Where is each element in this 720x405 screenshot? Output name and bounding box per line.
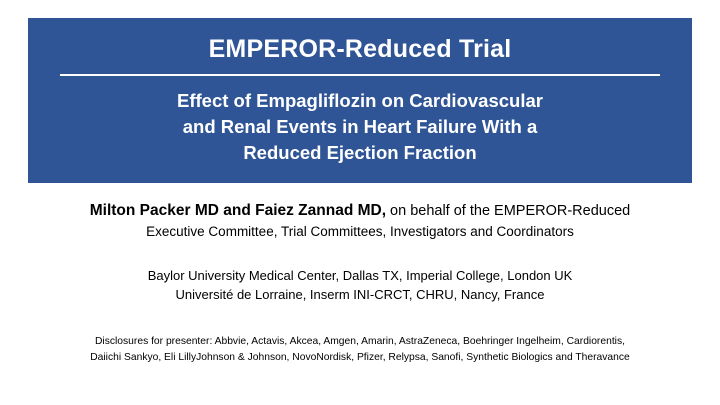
authors-line-2: Executive Committee, Trial Committees, Investigators and Coordinators: [146, 224, 574, 239]
disclosure-line-2: Daiichi Sankyo, Eli LillyJohnson & Johnson, NovoNordisk, Pfizer, Relypsa, Sanofi, Synthetic Biologics and Theravance: [90, 352, 630, 363]
subtitle-line-2: and Renal Events in Heart Failure With a: [182, 115, 538, 137]
author-names: Milton Packer MD and Faiez Zannad MD,: [89, 202, 387, 219]
disclosure-block: [34, 334, 686, 366]
affiliation-line-2: Université de Lorraine, Inserm INI-CRCT, CHRU, Nancy, France: [175, 287, 545, 302]
subtitle-line-3: Reduced Ejection Fraction: [243, 141, 477, 163]
authors-block: [28, 200, 692, 242]
title-divider: [60, 74, 660, 76]
title-banner: [28, 18, 692, 183]
slide-subtitle: [80, 88, 640, 166]
authors-line-1: [28, 200, 692, 222]
affiliation-line-1: Baylor University Medical Center, Dallas TX, Imperial College, London UK: [147, 268, 573, 283]
author-affiliation-suffix: on behalf of the EMPEROR-Reduced: [386, 203, 631, 219]
disclosure-line-1: Disclosures for presenter: Abbvie, Actavis, Akcea, Amgen, Amarin, AstraZeneca, Boehringer Ingelheim, Cardiorentis,: [95, 336, 625, 347]
subtitle-line-1: Effect of Empagliflozin on Cardiovascular: [177, 89, 543, 111]
affiliation-block: [28, 266, 692, 304]
page-title: EMPEROR-Reduced Trial: [208, 35, 512, 63]
